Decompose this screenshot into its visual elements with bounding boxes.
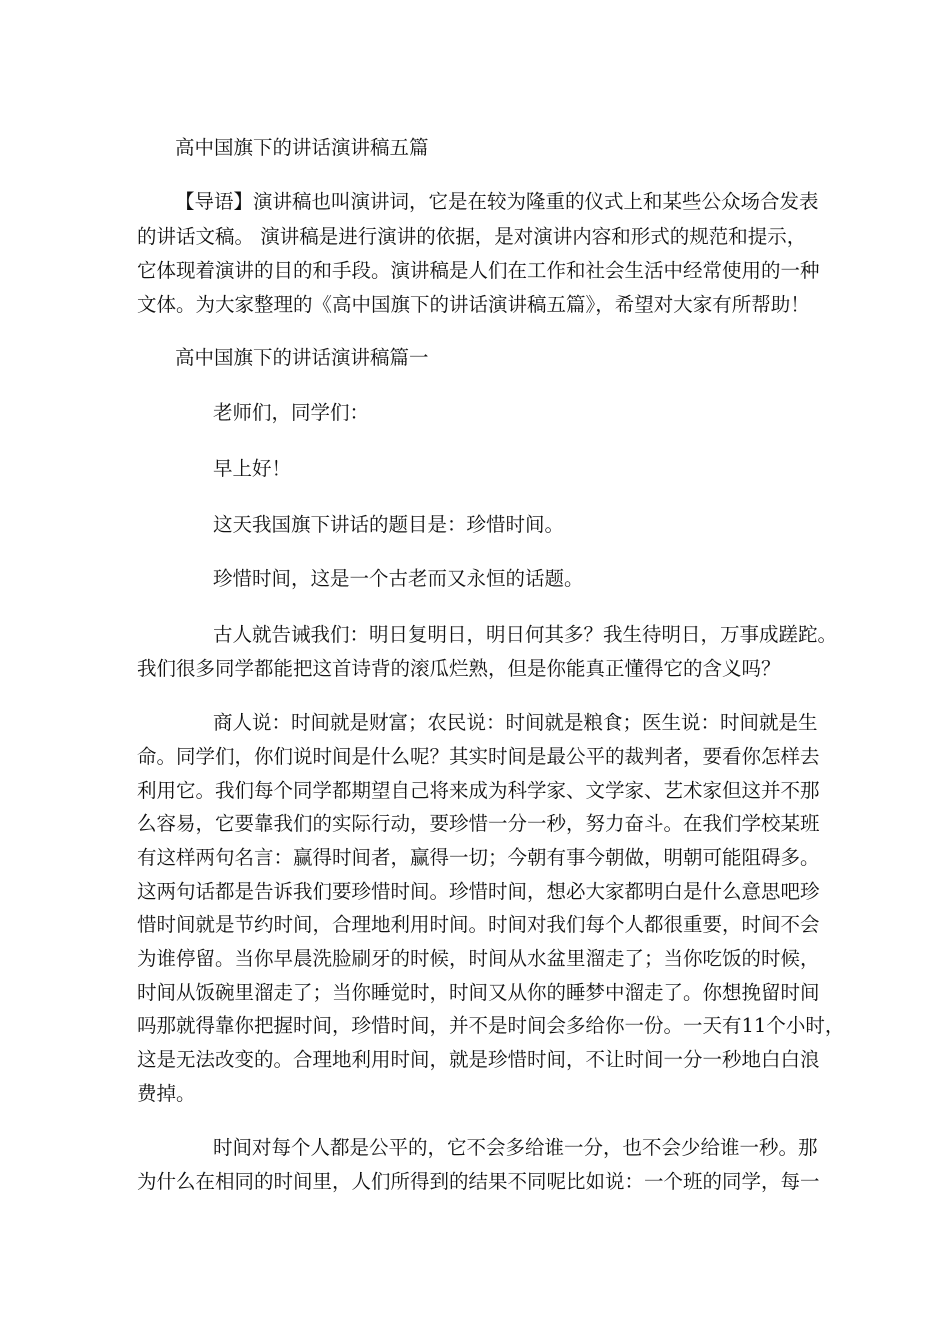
paragraph-line: 有这样两句名言：赢得时间者，赢得一切；今朝有事今朝做，明朝可能阻碍多。 — [137, 846, 820, 869]
paragraph-line: 么容易，它要靠我们的实际行动，要珍惜一分一秒，努力奋斗。在我们学校某班 — [137, 812, 820, 835]
paragraph-line: 时间从饭碗里溜走了；当你睡觉时，时间又从你的睡梦中溜走了。你想挽留时间 — [137, 981, 820, 1004]
section-heading: 高中国旗下的讲话演讲稿篇一 — [175, 346, 429, 369]
paragraph-line: 商人说：时间就是财富；农民说：时间就是粮食；医生说：时间就是生 — [213, 711, 818, 734]
paragraph-line: 这是无法改变的。合理地利用时间，就是珍惜时间，不让时间一分一秒地白白浪 — [137, 1048, 820, 1071]
topic-line: 这天我国旗下讲话的题目是：珍惜时间。 — [213, 513, 565, 536]
topic-intro-line: 珍惜时间，这是一个古老而又永恒的话题。 — [213, 567, 584, 590]
paragraph-line: 惜时间就是节约时间，合理地利用时间。时间对我们每个人都很重要，时间不会 — [137, 913, 820, 936]
intro-line: 的讲话文稿。 演讲稿是进行演讲的依据，是对演讲内容和形式的规范和提示， — [137, 225, 807, 248]
paragraph-line: 为谁停留。当你早晨洗脸刷牙的时候，时间从水盆里溜走了；当你吃饭的时候， — [137, 947, 820, 970]
paragraph-line: 费掉。 — [137, 1082, 196, 1105]
greeting: 老师们，同学们： — [213, 401, 370, 424]
paragraph-line: 古人就告诫我们：明日复明日，明日何其多？我生待明日，万事成蹉跎。 — [213, 623, 838, 646]
paragraph-line: 时间对每个人都是公平的，它不会多给谁一分，也不会少给谁一秒。那 — [213, 1136, 818, 1159]
paragraph-line: 吗那就得靠你把握时间，珍惜时间，并不是时间会多给你一份。一天有11个小时， — [137, 1014, 845, 1037]
paragraph-line: 这两句话都是告诉我们要珍惜时间。珍惜时间，想必大家都明白是什么意思吧珍 — [137, 880, 820, 903]
document-title: 高中国旗下的讲话演讲稿五篇 — [175, 136, 429, 159]
intro-line: 【导语】演讲稿也叫演讲词，它是在较为隆重的仪式上和某些公众场合发表 — [175, 190, 819, 213]
intro-line: 它体现着演讲的目的和手段。演讲稿是人们在工作和社会生活中经常使用的一种 — [137, 259, 820, 282]
intro-line: 文体。为大家整理的《高中国旗下的讲话演讲稿五篇》，希望对大家有所帮助！ — [137, 293, 810, 316]
paragraph-line: 命。同学们，你们说时间是什么呢？其实时间是最公平的裁判者，要看你怎样去 — [137, 745, 820, 768]
paragraph-line: 利用它。我们每个同学都期望自己将来成为科学家、文学家、艺术家但这并不那 — [137, 779, 820, 802]
paragraph-line: 为什么在相同的时间里，人们所得到的结果不同呢比如说：一个班的同学，每一 — [137, 1170, 820, 1193]
good-morning: 早上好！ — [213, 457, 292, 480]
paragraph-line: 我们很多同学都能把这首诗背的滚瓜烂熟，但是你能真正懂得它的含义吗？ — [137, 657, 781, 680]
